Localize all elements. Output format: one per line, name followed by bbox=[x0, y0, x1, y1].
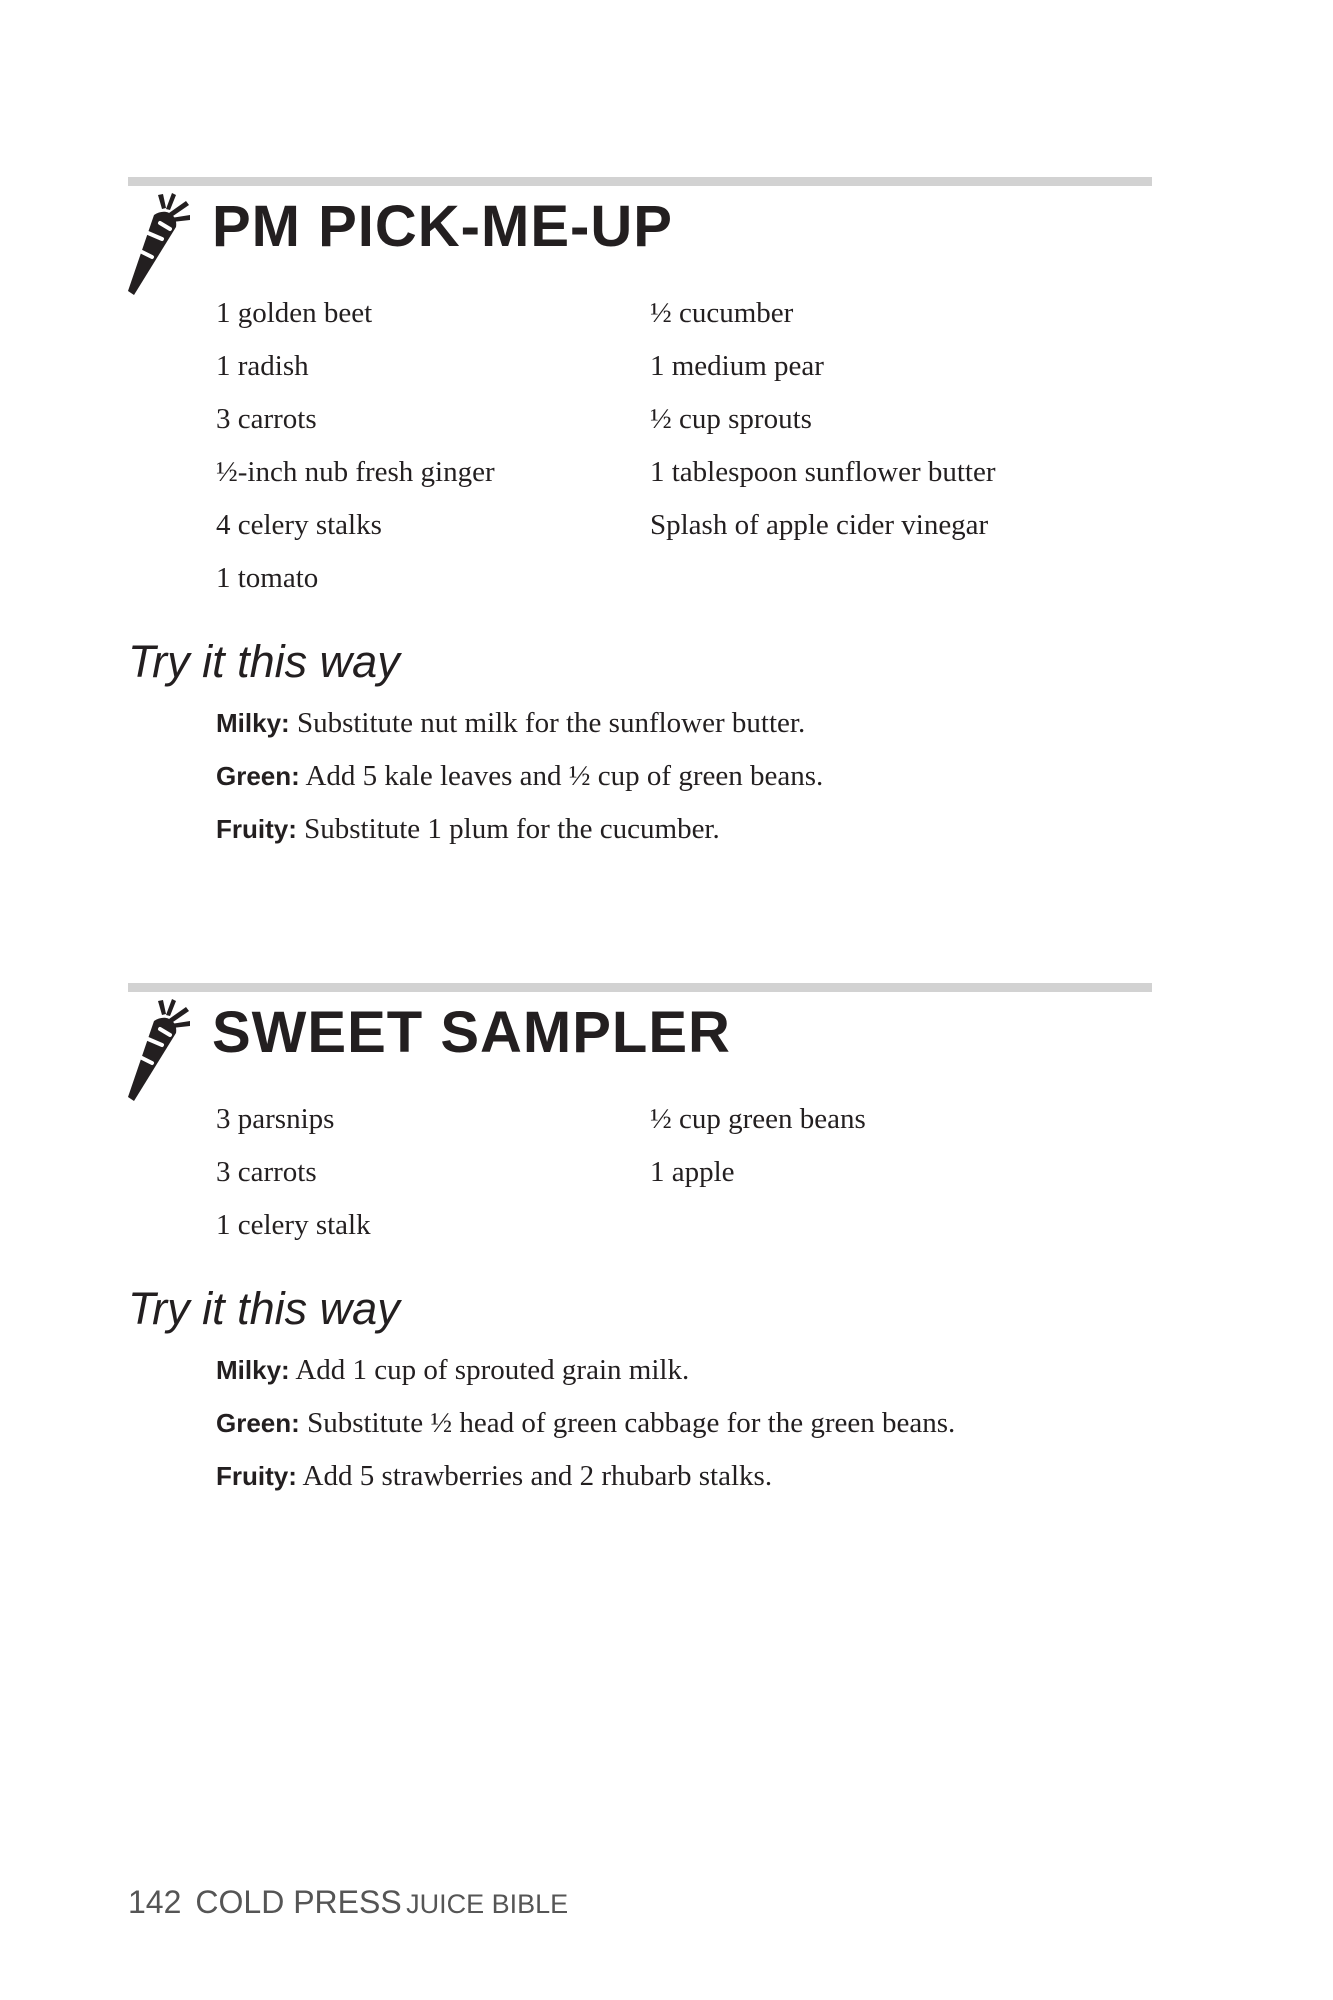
carrot-icon bbox=[126, 997, 194, 1101]
ingredient: 3 parsnips bbox=[216, 1103, 335, 1135]
ingredients-right bbox=[650, 287, 996, 552]
try-heading: Try it this way bbox=[128, 1283, 400, 1334]
ingredient: 1 medium pear bbox=[650, 350, 824, 382]
variation-milky bbox=[216, 697, 823, 750]
ingredient: ½ cup green beans bbox=[650, 1103, 866, 1135]
page-number: 142 bbox=[128, 1884, 182, 1920]
variation-green bbox=[216, 1397, 955, 1450]
variation-text: Add 1 cup of sprouted grain milk. bbox=[289, 1354, 690, 1386]
variation-text: Add 5 strawberries and 2 rhubarb stalks. bbox=[296, 1460, 773, 1492]
ingredient: 4 celery stalks bbox=[216, 509, 382, 541]
recipe-sweet-sampler bbox=[128, 983, 1152, 1492]
recipe-title: PM PICK-ME-UP bbox=[212, 194, 673, 259]
variation-label: Milky: bbox=[216, 1355, 290, 1385]
ingredient: 3 carrots bbox=[216, 403, 317, 435]
variation-fruity bbox=[216, 1450, 955, 1503]
recipe-title: SWEET SAMPLER bbox=[212, 1000, 731, 1065]
recipe-pm-pick-me-up bbox=[128, 177, 1152, 845]
ingredient: 1 celery stalk bbox=[216, 1209, 371, 1241]
variation-label: Milky: bbox=[216, 708, 290, 738]
ingredient: 3 carrots bbox=[216, 1156, 317, 1188]
variation-label: Green: bbox=[216, 761, 300, 791]
ingredients-left bbox=[216, 287, 495, 605]
book-title-sub: JUICE BIBLE bbox=[406, 1889, 569, 1919]
page-footer bbox=[128, 1884, 568, 1921]
variation-label: Green: bbox=[216, 1408, 300, 1438]
variation-milky bbox=[216, 1344, 955, 1397]
variation-text: Substitute 1 plum for the cucumber. bbox=[296, 813, 720, 845]
variation-green bbox=[216, 750, 823, 803]
section-divider bbox=[128, 177, 1152, 186]
ingredient: 1 tablespoon sunflower butter bbox=[650, 456, 996, 488]
variation-fruity bbox=[216, 803, 823, 856]
section-divider bbox=[128, 983, 1152, 992]
ingredient: 1 radish bbox=[216, 350, 309, 382]
ingredient: Splash of apple cider vinegar bbox=[650, 509, 989, 541]
variation-text: Substitute ½ head of green cabbage for the green beans. bbox=[299, 1407, 956, 1439]
ingredient: 1 apple bbox=[650, 1156, 735, 1188]
ingredients-left bbox=[216, 1093, 371, 1252]
variation-label: Fruity: bbox=[216, 814, 297, 844]
variation-label: Fruity: bbox=[216, 1461, 297, 1491]
variations-list bbox=[216, 1344, 955, 1503]
carrot-icon bbox=[126, 191, 194, 295]
variation-text: Add 5 kale leaves and ½ cup of green beans. bbox=[299, 760, 824, 792]
variations-list bbox=[216, 697, 823, 856]
ingredient: 1 tomato bbox=[216, 562, 319, 594]
variation-text: Substitute nut milk for the sunflower butter. bbox=[289, 707, 806, 739]
try-heading: Try it this way bbox=[128, 636, 400, 687]
ingredient: 1 golden beet bbox=[216, 297, 373, 329]
book-title-main: COLD PRESS bbox=[195, 1884, 402, 1920]
ingredient: ½-inch nub fresh ginger bbox=[216, 456, 495, 488]
ingredients-right bbox=[650, 1093, 866, 1199]
ingredient: ½ cup sprouts bbox=[650, 403, 812, 435]
ingredient: ½ cucumber bbox=[650, 297, 794, 329]
